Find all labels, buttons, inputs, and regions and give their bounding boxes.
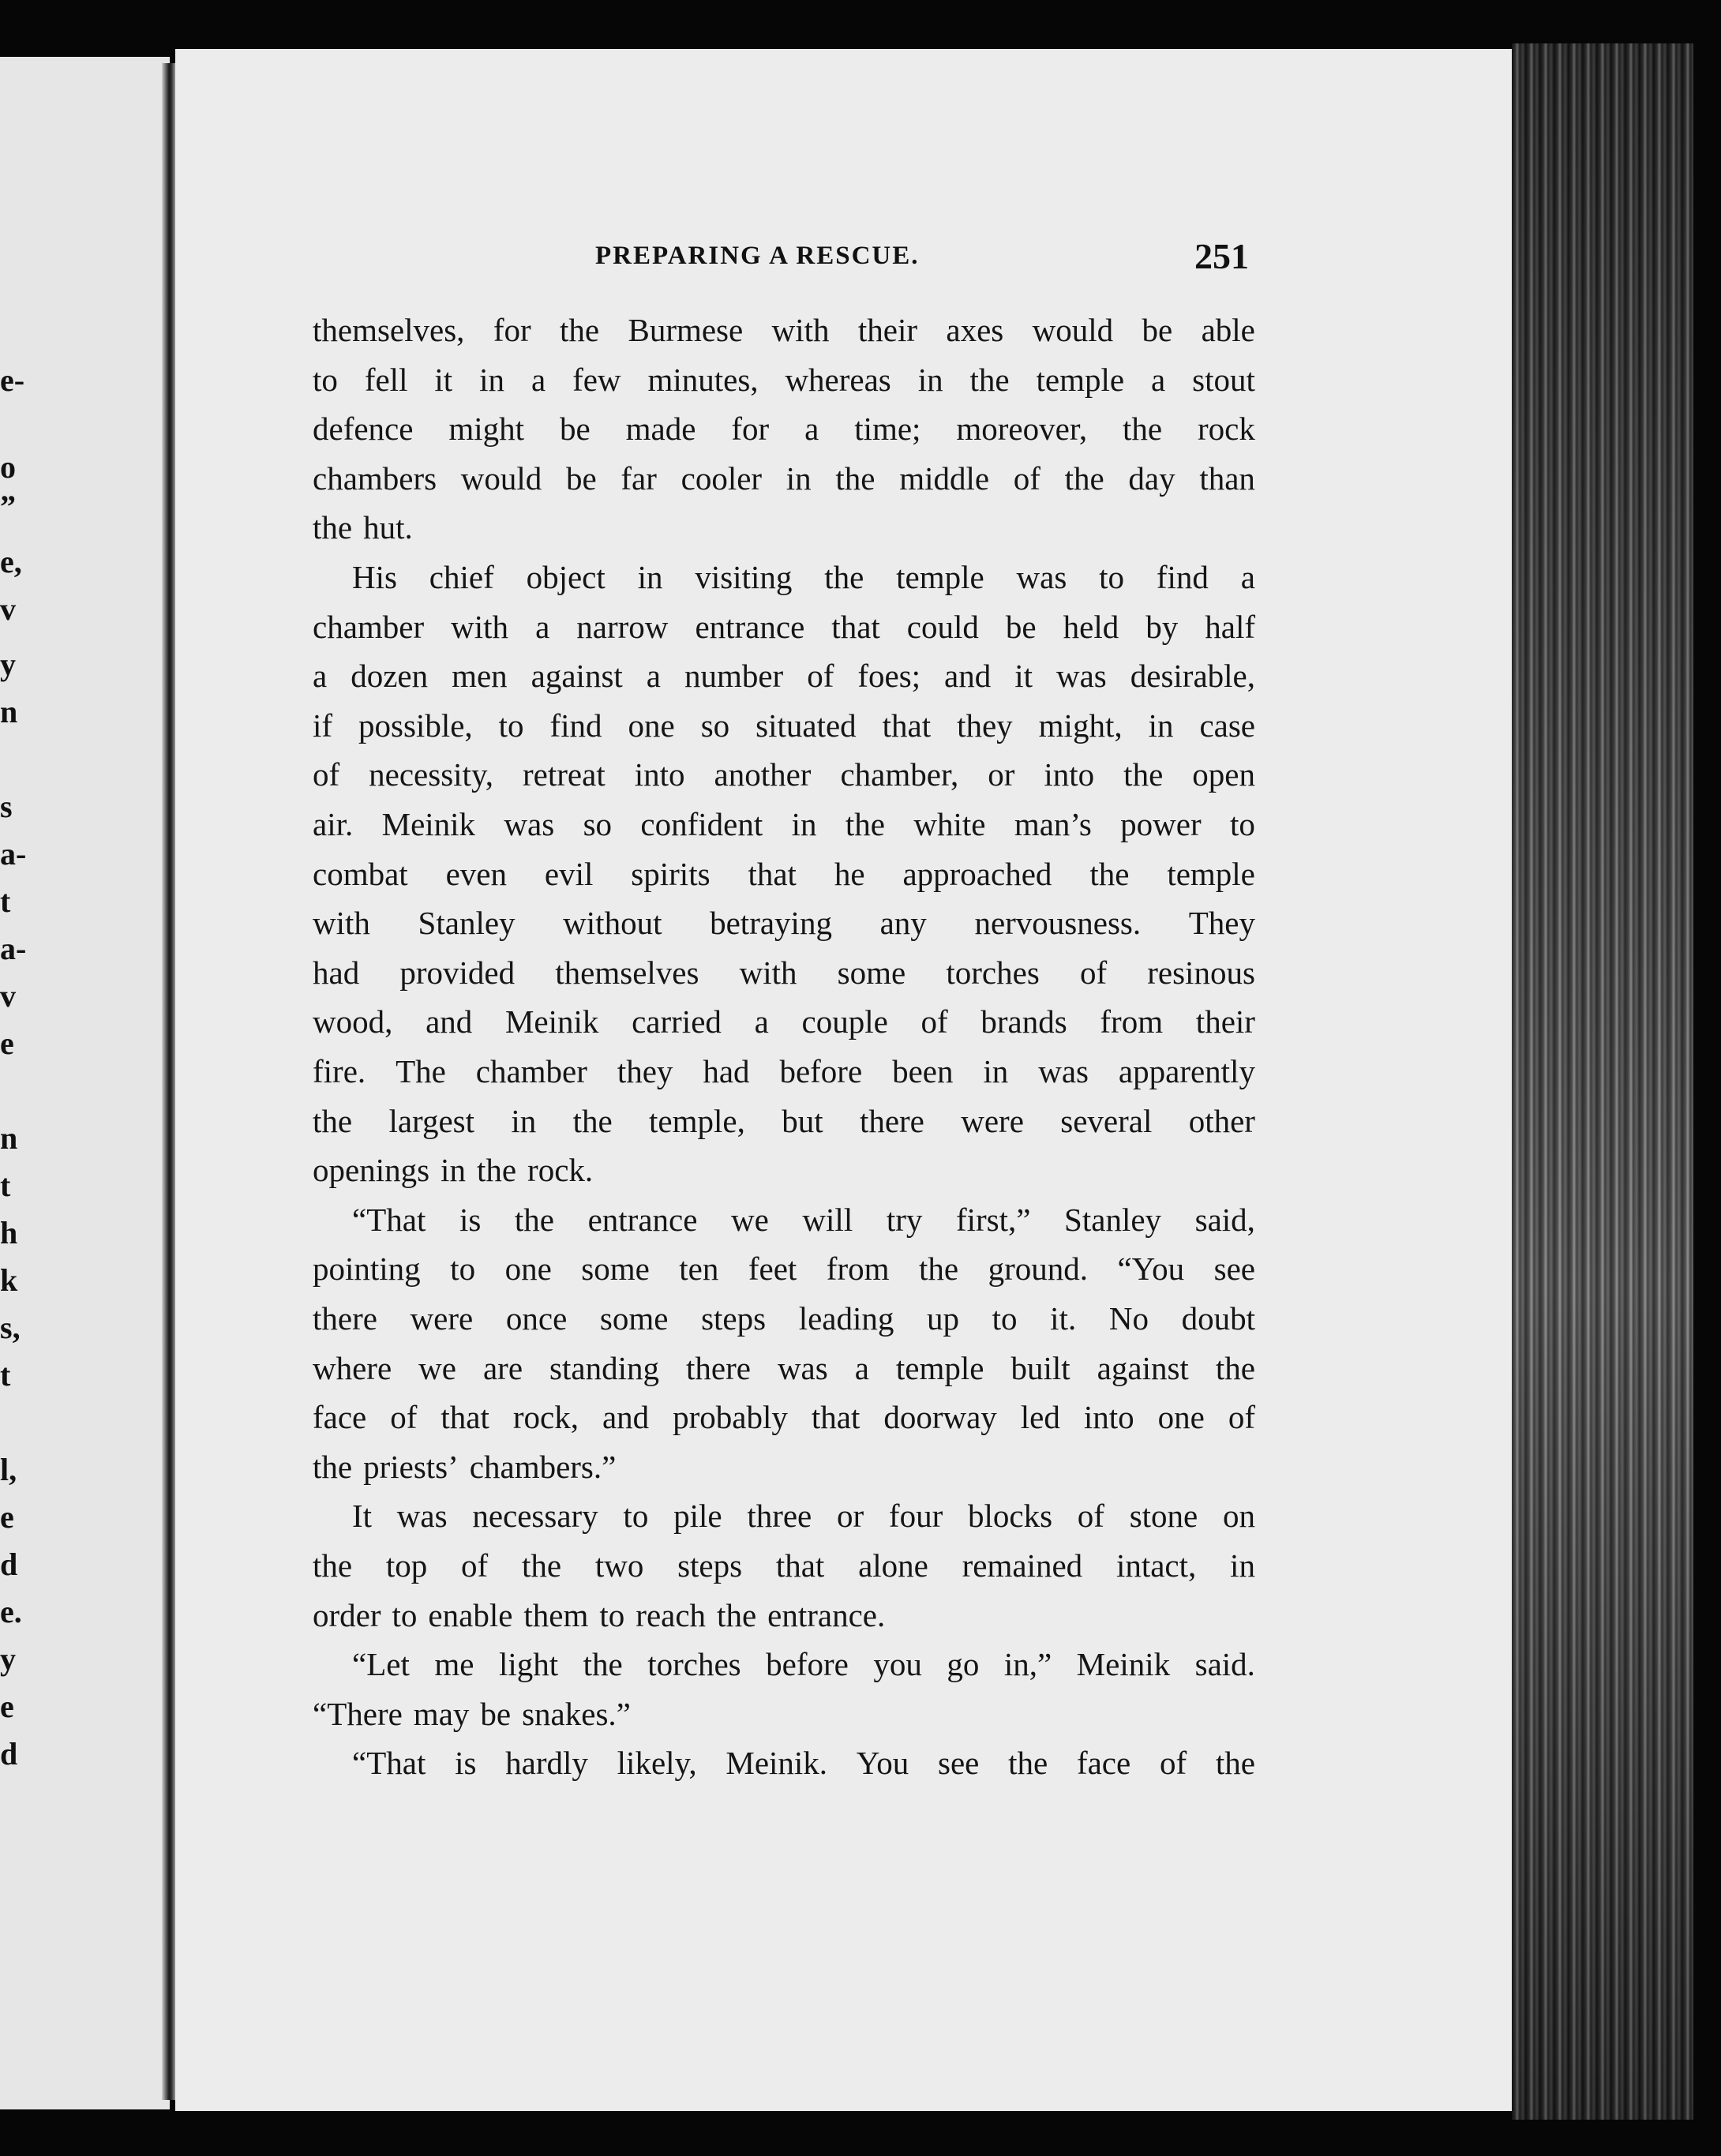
left-page-fragment: d	[0, 1547, 18, 1582]
text-line: where we are standing there was a temple built against the	[313, 1349, 1255, 1386]
text-line: openings in the rock.	[313, 1152, 594, 1189]
left-page-fragment: e.	[0, 1594, 22, 1629]
left-page-fragment: a-	[0, 931, 27, 966]
left-page-fragment: e,	[0, 544, 22, 579]
text-line: wood, and Meinik carried a couple of brands from their	[313, 1003, 1255, 1041]
text-line: order to enable them to reach the entrance.	[313, 1596, 886, 1633]
running-head: PREPARING A RESCUE.	[595, 242, 920, 270]
left-page-fragment: s	[0, 789, 13, 824]
left-page-cut-text	[0, 362, 27, 1865]
text-line: chambers would be far cooler in the middle of the day than	[313, 459, 1255, 497]
text-line: “That is the entrance we will try first,” Stanley said,	[352, 1201, 1255, 1238]
text-line: chamber with a narrow entrance that could be held by half	[313, 608, 1255, 645]
text-line: His chief object in visiting the temple was to find a	[352, 559, 1255, 595]
left-page-fragment: k	[0, 1262, 18, 1298]
left-page-fragment: d	[0, 1736, 18, 1772]
left-page-fragment: v	[0, 591, 16, 627]
left-page-fragment: t	[0, 1357, 11, 1393]
text-line: air. Meinik was so confident in the white man’s power to	[313, 806, 1255, 842]
text-line: defence might be made for a time; moreover, the rock	[313, 411, 1255, 448]
text-line: fire. The chamber they had before been in was apparently	[313, 1053, 1255, 1089]
text-line: pointing to one some ten feet from the ground. “You see	[313, 1250, 1255, 1288]
left-page-edge	[0, 57, 170, 2109]
left-page-fragment: e	[0, 1689, 14, 1724]
text-line: face of that rock, and probably that doorway led into one of	[313, 1399, 1255, 1436]
text-line: the largest in the temple, but there were several other	[313, 1102, 1255, 1139]
text-line: combat even evil spirits that he approached the temple	[313, 855, 1255, 892]
left-page-fragment: n	[0, 1120, 18, 1156]
left-page-fragment: n	[0, 694, 18, 729]
text-line: themselves, for the Burmese with their axes would be able	[313, 312, 1255, 348]
body-text	[313, 306, 1255, 1822]
text-line: the priests’ chambers.”	[313, 1448, 617, 1485]
text-line: “Let me light the torches before you go in,” Meinik said.	[352, 1646, 1255, 1683]
left-page-fragment: y	[0, 647, 16, 682]
text-line: to fell it in a few minutes, whereas in the temple a stout	[313, 361, 1255, 398]
left-page-fragment: s,	[0, 1310, 21, 1345]
book-fore-edge	[1512, 43, 1693, 2120]
text-line: with Stanley without betraying any nervousness. They	[313, 905, 1255, 942]
text-line: It was necessary to pile three or four blocks of stone on	[352, 1498, 1255, 1535]
left-page-fragment: a-	[0, 836, 27, 872]
left-page-fragment: e-	[0, 362, 25, 398]
text-line: of necessity, retreat into another chamber, or into the open	[313, 756, 1255, 793]
left-page-fragment: ”	[0, 489, 16, 524]
text-line: “There may be snakes.”	[313, 1695, 631, 1732]
page-header	[595, 235, 1249, 283]
page-number: 251	[1194, 236, 1249, 276]
left-page-fragment: o	[0, 449, 16, 485]
text-line: the top of the two steps that alone remained intact, in	[313, 1547, 1255, 1584]
text-line: there were once some steps leading up to it. No doubt	[313, 1300, 1255, 1337]
left-page-fragment: t	[0, 1168, 11, 1203]
left-page-fragment: v	[0, 978, 16, 1014]
text-line: a dozen men against a number of foes; and it was desirable,	[313, 658, 1255, 695]
text-line: had provided themselves with some torches of resinous	[313, 954, 1255, 991]
text-line: if possible, to find one so situated that they might, in case	[313, 707, 1255, 744]
left-page-fragment: t	[0, 883, 11, 919]
left-page-fragment: e	[0, 1499, 14, 1535]
text-line: “That is hardly likely, Meinik. You see the face of the	[352, 1745, 1255, 1782]
text-line: the hut.	[313, 509, 413, 546]
left-page-fragment: l,	[0, 1452, 17, 1487]
left-page-fragment: h	[0, 1215, 18, 1250]
left-page-fragment: y	[0, 1641, 16, 1677]
left-page-fragment: e	[0, 1026, 14, 1061]
